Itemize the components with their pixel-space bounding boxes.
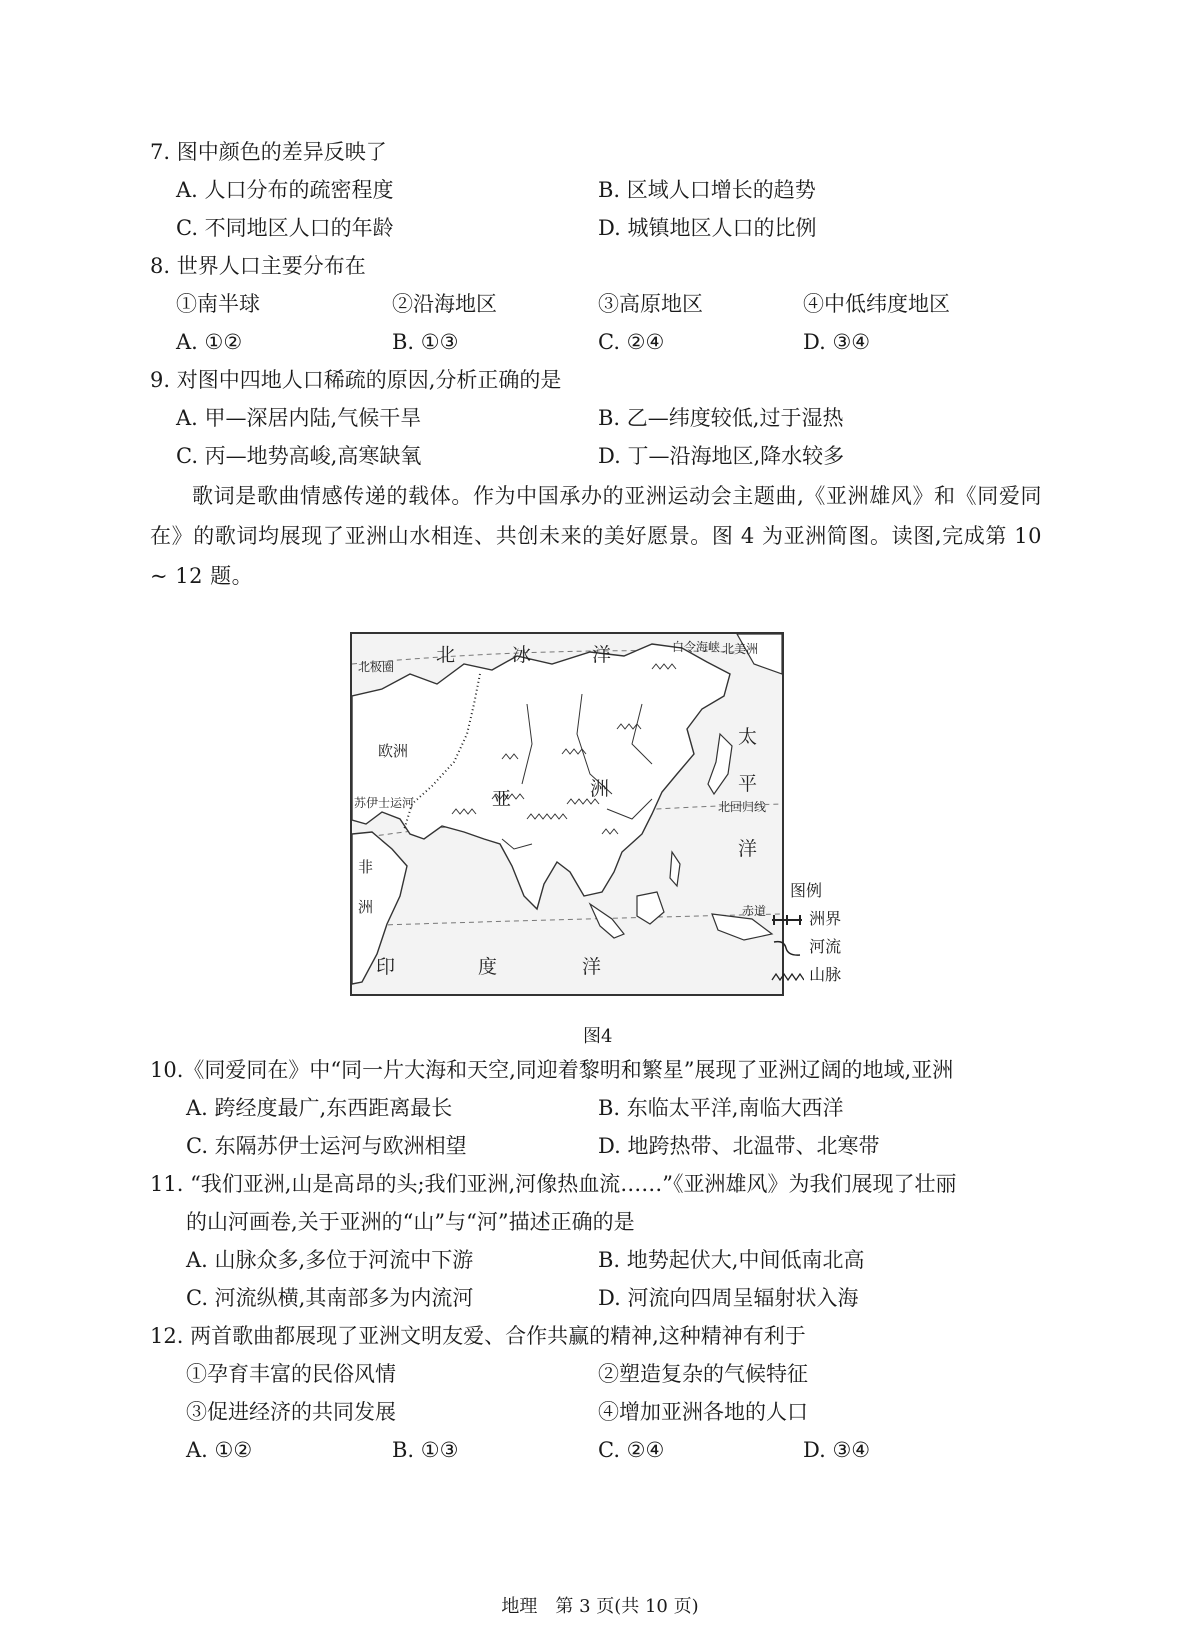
q7-option-b: B. 区域人口增长的趋势 (598, 178, 816, 202)
q11-option-b: B. 地势起伏大,中间低南北高 (598, 1248, 865, 1272)
q12-option-a: A. ①② (186, 1438, 253, 1462)
map-label-indian-3: 洋 (582, 956, 602, 978)
q8-item-2: ②沿海地区 (392, 292, 497, 316)
map-label-pacific-2: 平 (738, 773, 758, 795)
q9-option-a: A. 甲—深居内陆,气候干旱 (176, 406, 422, 430)
map-label-indian-1: 印 (376, 956, 396, 978)
q10-option-b: B. 东临太平洋,南临大西洋 (598, 1096, 844, 1120)
q8-item-1: ①南半球 (176, 292, 260, 316)
q11-option-c: C. 河流纵横,其南部多为内流河 (186, 1286, 474, 1310)
map-label-north-1: 北 (436, 644, 456, 666)
map-label-arctic-circle: 北极圈 (358, 660, 395, 674)
legend-title: 图例 (790, 881, 823, 900)
q7-option-a: A. 人口分布的疏密程度 (176, 178, 394, 202)
legend-mountain (770, 962, 841, 985)
map-label-pacific-1: 太 (738, 726, 758, 748)
map-label-north-america: 北美洲 (722, 642, 759, 656)
q12-option-d: D. ③④ (803, 1438, 871, 1462)
map-label-africa-1: 非 (358, 858, 374, 876)
q7-option-c: C. 不同地区人口的年龄 (176, 216, 394, 240)
map-label-asia-1: 亚 (492, 788, 512, 810)
map-label-asia-2: 洲 (590, 778, 610, 800)
boundary-symbol-icon (770, 913, 804, 927)
figure-caption: 图4 (583, 1026, 613, 1047)
q12-item-3: ③促进经济的共同发展 (186, 1400, 396, 1424)
q10-option-a: A. 跨经度最广,东西距离最长 (186, 1096, 453, 1120)
q8-option-b: B. ①③ (392, 330, 459, 354)
q12-item-4: ④增加亚洲各地的人口 (598, 1400, 808, 1424)
q12-stem: 12. 两首歌曲都展现了亚洲文明友爱、合作共赢的精神,这种精神有利于 (150, 1324, 806, 1348)
q11-stem-line2: 的山河画卷,关于亚洲的“山”与“河”描述正确的是 (186, 1210, 635, 1234)
legend-boundary (770, 906, 841, 929)
map-label-north-3: 洋 (592, 644, 612, 666)
asia-map (350, 632, 784, 996)
intro-paragraph: 歌词是歌曲情感传递的载体。作为中国承办的亚洲运动会主题曲,《亚洲雄风》和《同爱同在》的歌词均展现了亚洲山水相连、共创未来的美好愿景。图 4 为亚洲简图。读图,完成第 10 ~ 12 题。 (150, 484, 1042, 588)
river-symbol-icon (770, 938, 804, 958)
map-label-tropic: 北回归线 (718, 800, 767, 814)
map-label-europe: 欧洲 (378, 742, 409, 760)
q9-option-b: B. 乙—纬度较低,过于湿热 (598, 406, 844, 430)
map-label-indian-2: 度 (478, 956, 498, 978)
q9-option-d: D. 丁—沿海地区,降水较多 (598, 444, 845, 468)
mountain-symbol-icon (770, 969, 804, 983)
legend-mountain-label: 山脉 (809, 965, 842, 984)
legend-river-label: 河流 (809, 937, 842, 956)
q12-option-b: B. ①③ (392, 1438, 459, 1462)
q12-item-2: ②塑造复杂的气候特征 (598, 1362, 808, 1386)
q12-option-c: C. ②④ (598, 1438, 665, 1462)
map-label-equator: 赤道 (742, 904, 767, 918)
q8-item-4: ④中低纬度地区 (803, 292, 950, 316)
map-label-north-2: 冰 (512, 644, 532, 666)
q9-stem: 9. 对图中四地人口稀疏的原因,分析正确的是 (150, 368, 562, 392)
q11-option-d: D. 河流向四周呈辐射状入海 (598, 1286, 859, 1310)
legend-boundary-label: 洲界 (809, 909, 842, 928)
q10-stem: 10.《同爱同在》中“同一片大海和天空,同迎着黎明和繁星”展现了亚洲辽阔的地域,亚洲 (150, 1058, 954, 1082)
q10-option-d: D. 地跨热带、北温带、北寒带 (598, 1134, 880, 1158)
q7-stem: 7. 图中颜色的差异反映了 (150, 140, 387, 164)
q11-stem-line1: 11. “我们亚洲,山是高昂的头;我们亚洲,河像热血流……”《亚洲雄风》为我们展现了壮丽 (150, 1172, 957, 1196)
q9-option-c: C. 丙—地势高峻,高寒缺氧 (176, 444, 422, 468)
page-footer: 地理 第 3 页(共 10 页) (501, 1596, 699, 1617)
q7-option-d: D. 城镇地区人口的比例 (598, 216, 817, 240)
q10-option-c: C. 东隔苏伊士运河与欧洲相望 (186, 1134, 467, 1158)
q11-option-a: A. 山脉众多,多位于河流中下游 (186, 1248, 474, 1272)
map-label-pacific-3: 洋 (738, 838, 758, 860)
legend-river (770, 934, 841, 958)
map-label-africa-2: 洲 (358, 898, 374, 916)
map-label-bering: 白令海峡 (672, 640, 721, 654)
q8-item-3: ③高原地区 (598, 292, 703, 316)
q8-option-a: A. ①② (176, 330, 243, 354)
q12-item-1: ①孕育丰富的民俗风情 (186, 1362, 396, 1386)
map-label-suez: 苏伊士运河 (354, 796, 415, 810)
q8-option-d: D. ③④ (803, 330, 871, 354)
q8-option-c: C. ②④ (598, 330, 665, 354)
q8-stem: 8. 世界人口主要分布在 (150, 254, 366, 278)
